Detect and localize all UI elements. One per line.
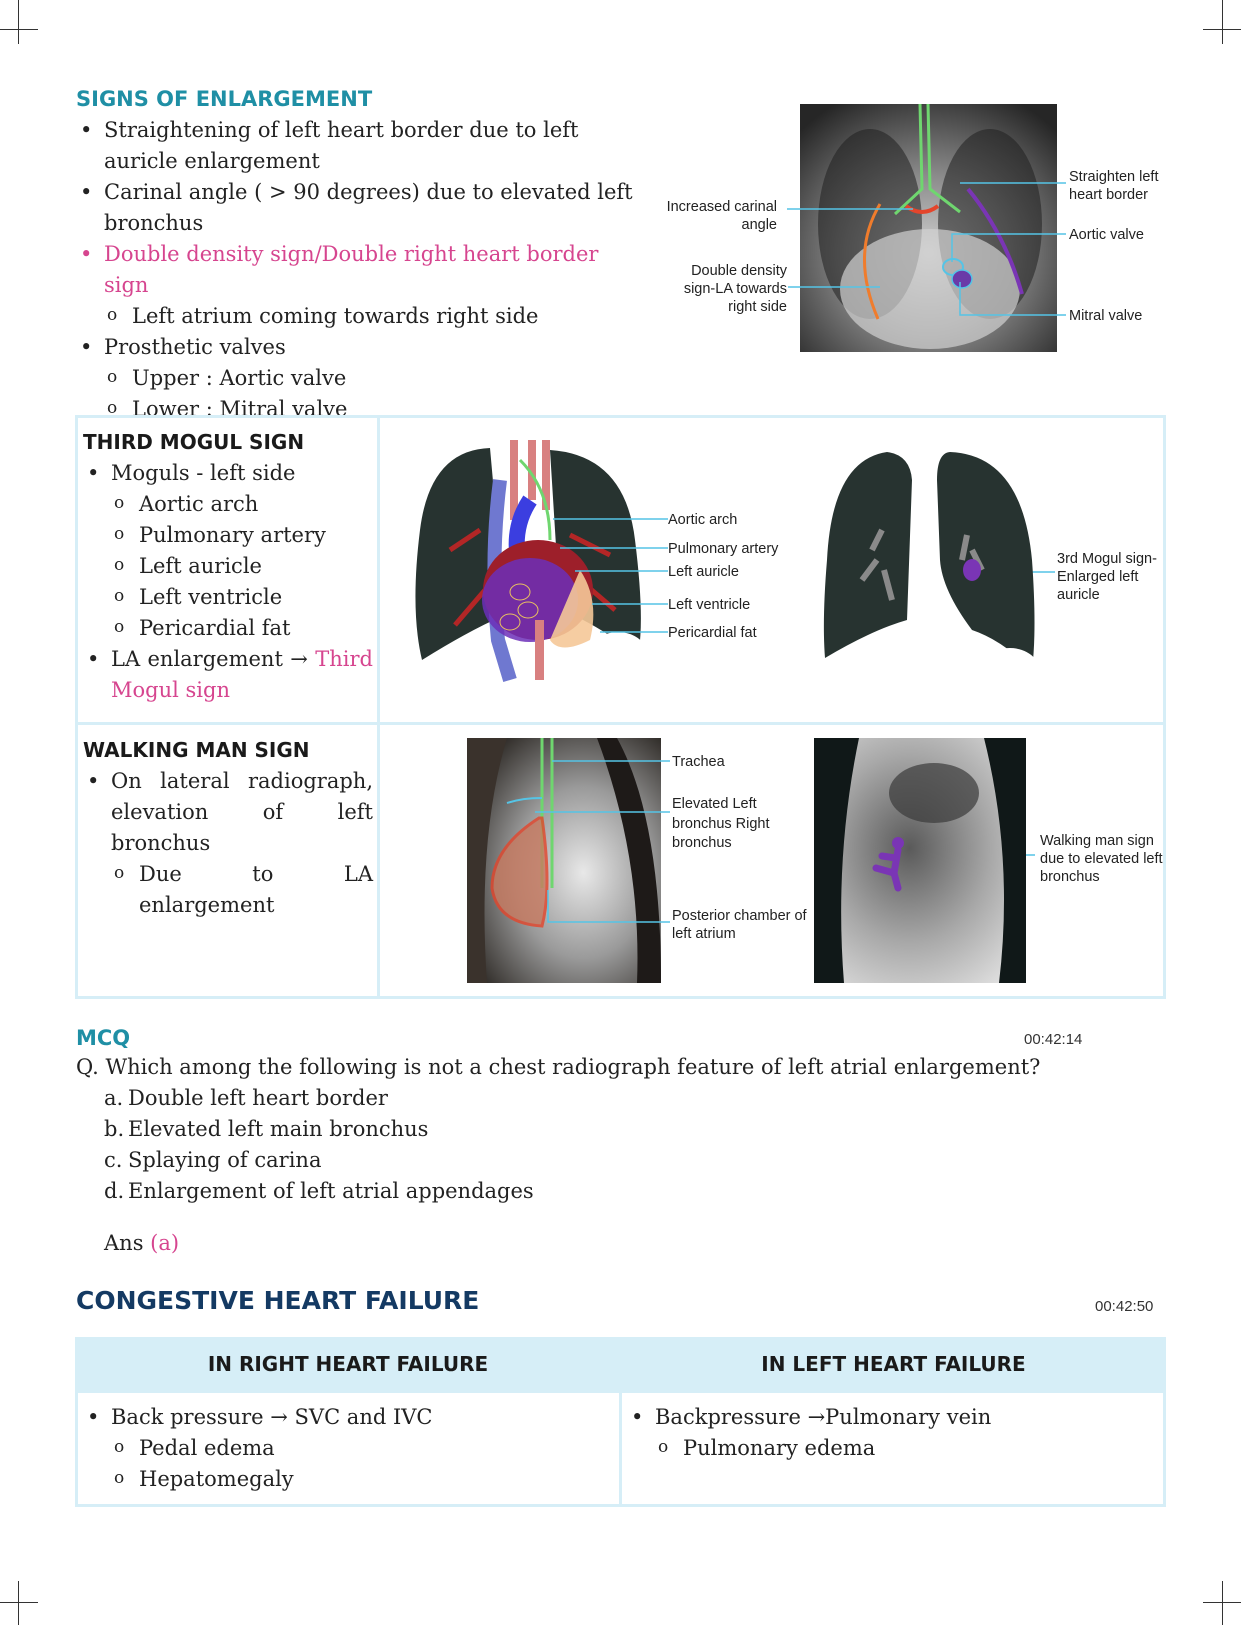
list-subitem: o Lower : Mitral valve [104,394,641,425]
crop-mark [0,1602,38,1603]
list-item: • Double density sign/Double right heart border sign o Left atrium coming towards right side [76,239,641,332]
mcq-question: Q. Which among the following is not a chest radiograph feature of left atrial enlargement? [76,1055,1041,1079]
list-item: • On lateral radiograph, elevation of left bronchus o Due to LA enlargement [83,766,373,921]
walking-title: WALKING MAN SIGN [83,738,310,762]
mcq-option: b. Elevated left main bronchus [104,1117,429,1141]
list-subitem: o Pericardial fat [111,613,373,644]
list-subitem: o Left ventricle [111,582,373,613]
label-straighten-border: Straighten left heart border [1069,169,1159,203]
label-pericardial-fat: Pericardial fat [668,625,757,641]
list-subitem: o Upper : Aortic valve [104,363,641,394]
chf-left-header: IN LEFT HEART FAILURE [761,1352,1026,1376]
mcq-timestamp: 00:42:14 [1024,1031,1083,1048]
label-double-density: Double density sign-LA towards right side [683,263,787,315]
chf-right-list [83,1402,603,1495]
list-subitem: o Aortic arch [111,489,373,520]
walking-man-xray-image [814,738,1026,983]
label-mitral-valve: Mitral valve [1069,308,1143,324]
list-item: • Back pressure → SVC and IVC o Pedal edema o Hepatomegaly [83,1402,603,1495]
label-aortic-arch: Aortic arch [668,512,738,528]
mcq-option: c. Splaying of carina [104,1148,322,1172]
list-subitem: o Left atrium coming towards right side [104,301,641,332]
label-pulmonary-artery: Pulmonary artery [668,541,779,557]
label-trachea: Trachea [672,754,725,770]
chf-right-header: IN RIGHT HEART FAILURE [207,1352,489,1376]
label-left-auricle: Left auricle [668,564,739,580]
list-item: • Straightening of left heart border due to left auricle enlargement [76,115,641,177]
chf-left-list [627,1402,1147,1464]
list-subitem: o Due to LA enlargement [111,859,373,921]
crop-mark [18,1581,19,1625]
label-third-mogul: 3rd Mogul sign-Enlarged left auricle [1057,551,1157,603]
label-walking-man: Walking man sign due to elevated left bronchus [1040,833,1163,885]
list-item: • Backpressure →Pulmonary vein o Pulmonary edema [627,1402,1147,1464]
chf-timestamp: 00:42:50 [1095,1298,1154,1315]
mcq-title: MCQ [76,1026,131,1050]
list-subitem: o Left auricle [111,551,373,582]
mcq-answer: Ans (a) [104,1231,180,1255]
mcq-options [104,1083,804,1207]
label-carinal-angle: Increased carinal angle [666,199,777,233]
crop-mark [1222,1581,1223,1625]
list-subitem: o Hepatomegaly [111,1464,603,1495]
label-aortic-valve: Aortic valve [1069,227,1144,243]
list-item: • Carinal angle ( > 90 degrees) due to elevated left bronchus [76,177,641,239]
mcq-option: a. Double left heart border [104,1086,388,1110]
label-left-ventricle: Left ventricle [668,597,751,613]
label-bronchus: Elevated Left bronchus Right bronchus [672,796,770,851]
chf-table-divider [619,1393,622,1507]
list-item: • Prosthetic valves o Upper : Aortic valve o Lower : Mitral valve [76,332,641,425]
enlargement-title: SIGNS OF ENLARGEMENT [76,87,373,111]
list-item: • Moguls - left side o Aortic arch o Pulmonary artery o Left auricle o Left ventricle o Pericardial fat [83,458,373,644]
chf-title: CONGESTIVE HEART FAILURE [76,1286,480,1315]
list-subitem: o Pedal edema [111,1433,603,1464]
label-posterior-chamber: Posterior chamber of left atrium [672,908,807,942]
list-subitem: o Pulmonary edema [655,1433,1147,1464]
list-item: • LA enlargement → Third Mogul sign [83,644,373,706]
list-subitem: o Pulmonary artery [111,520,373,551]
mcq-option: d. Enlargement of left atrial appendages [104,1179,534,1203]
mogul-title: THIRD MOGUL SIGN [83,430,305,454]
